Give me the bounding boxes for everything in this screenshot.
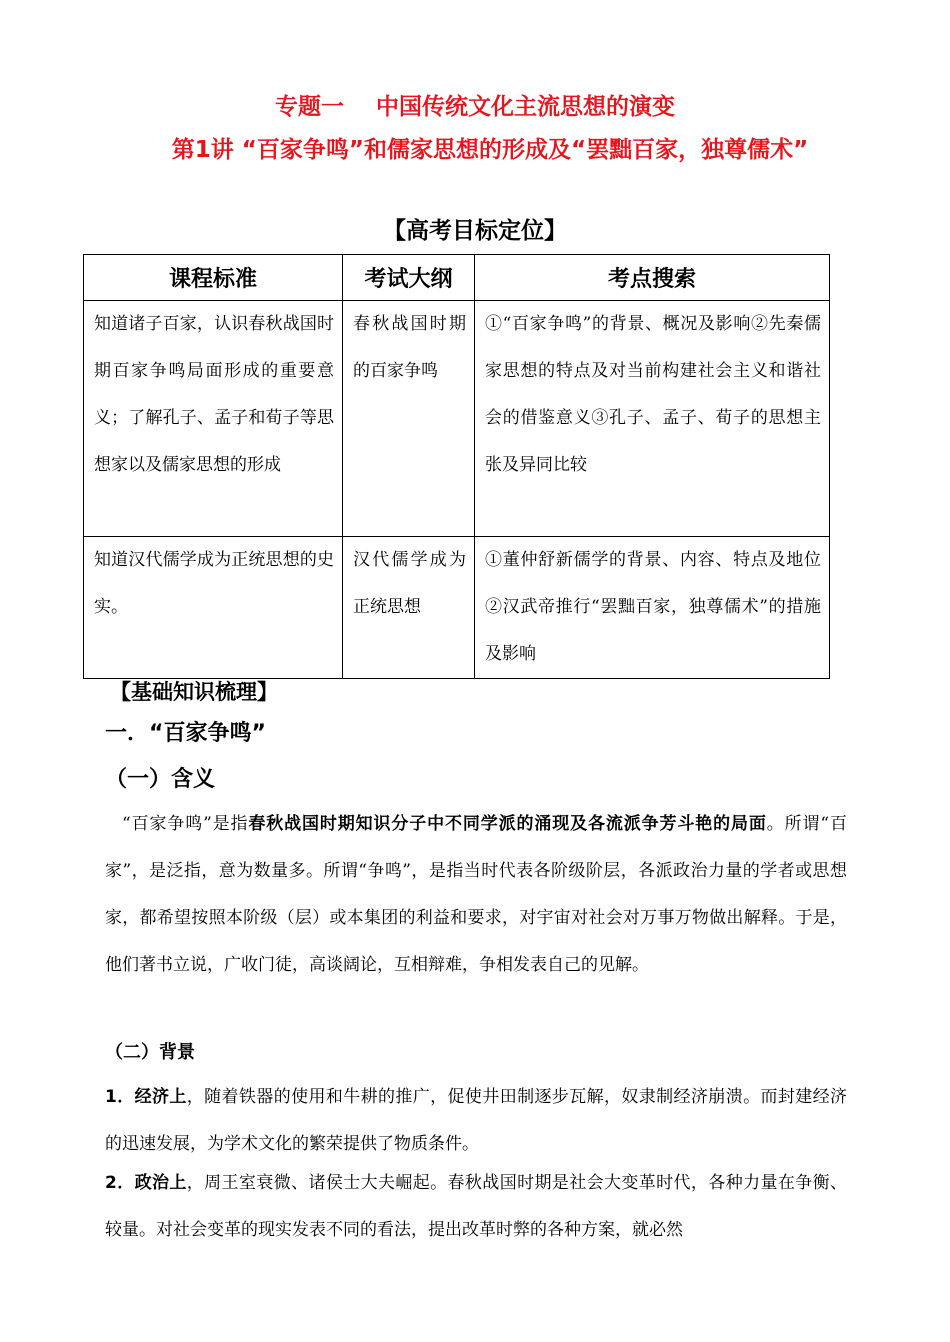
table-cell: 知道汉代儒学成为正统思想的史实。 xyxy=(84,537,343,679)
para-bold: 春秋战国时期知识分子中不同学派的涌现及各流派争芳斗艳的局面 xyxy=(248,814,767,834)
para-lead: 2． xyxy=(105,1173,135,1193)
header-curriculum-standard: 课程标准 xyxy=(84,255,343,301)
table-row xyxy=(84,301,830,537)
header-key-points: 考点搜索 xyxy=(475,255,830,301)
para-text: ，周王室衰微、诸侯士大夫崛起。春秋战国时期是社会大变革时代，各种力量在争衡、较量。对社会变革的现实发表不同的看法，提出改革时弊的各种方案，就必然 xyxy=(105,1173,847,1240)
para-text: 。所谓“百家”，是泛指，意为数量多。所谓“争鸣”，是指当时代表各阶级阶层，各派政治力量的学者或思想家，都希望按照本阶级（层）或本集团的利益和要求，对宇宙对社会对万事万物做出解释。于是，他们著书立说，广收门徒，高谈阔论，互相辩难，争相发表自己的见解。 xyxy=(105,814,847,975)
para-bold: 经济上 xyxy=(134,1087,187,1107)
curriculum-table xyxy=(83,254,830,679)
political-paragraph xyxy=(105,1160,847,1254)
table-cell: ①董仲舒新儒学的背景、内容、特点及地位②汉武帝推行“罢黜百家，独尊儒术”的措施及影响 xyxy=(475,537,830,679)
table-cell: 春秋战国时期的百家争鸣 xyxy=(343,301,475,537)
para-lead: 1． xyxy=(105,1087,135,1107)
para-bold: 政治上 xyxy=(134,1173,187,1193)
basic-knowledge-heading: 【基础知识梳理】 xyxy=(110,680,278,704)
economic-paragraph xyxy=(105,1074,847,1168)
target-section-heading: 【高考目标定位】 xyxy=(383,218,567,244)
table-cell: 汉代儒学成为正统思想 xyxy=(343,537,475,679)
table-cell: ①“百家争鸣”的背景、概况及影响②先秦儒家思想的特点及对当前构建社会主义和谐社会的借鉴意义③孔子、孟子、荀子的思想主张及异同比较 xyxy=(475,301,830,537)
heading-hundred-schools: 一．“百家争鸣” xyxy=(105,721,266,746)
para-text: ，随着铁器的使用和牛耕的推广，促使井田制逐步瓦解，奴隶制经济崩溃。而封建经济的迅速发展，为学术文化的繁荣提供了物质条件。 xyxy=(105,1087,847,1154)
table-cell: 知道诸子百家，认识春秋战国时期百家争鸣局面形成的重要意义；了解孔子、孟子和荀子等思想家以及儒家思想的形成 xyxy=(84,301,343,537)
lecture-title: 第1讲 “百家争鸣”和儒家思想的形成及“罢黜百家，独尊儒术” xyxy=(171,137,809,163)
heading-background: （二）背景 xyxy=(105,1042,195,1063)
header-exam-outline: 考试大纲 xyxy=(343,255,475,301)
table-header-row xyxy=(84,255,830,301)
meaning-paragraph xyxy=(105,801,847,989)
topic-title: 专题一 中国传统文化主流思想的演变 xyxy=(274,94,676,120)
table-row xyxy=(84,537,830,679)
para-lead: “百家争鸣”是指 xyxy=(122,814,249,834)
heading-meaning: （一）含义 xyxy=(105,767,216,792)
